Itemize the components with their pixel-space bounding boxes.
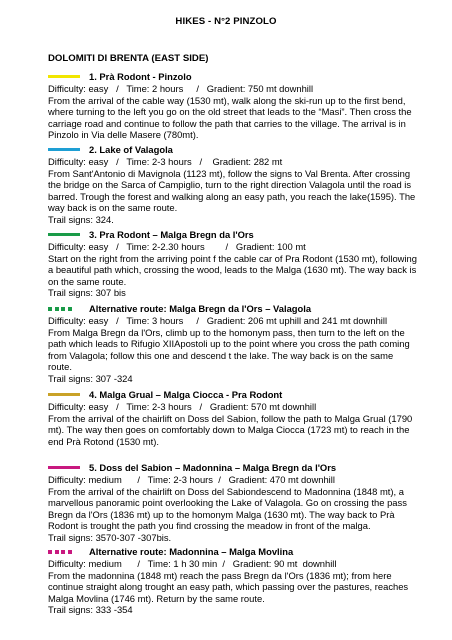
route-meta: Difficulty: easy / Time: 2-3 hours / Gradient: 282 mt	[48, 156, 283, 167]
trail-marker-magenta-dotted-icon	[48, 550, 80, 554]
trail-marker-blue-icon	[48, 148, 80, 151]
route-3	[48, 229, 418, 299]
trail-signs: Trail signs: 3570-307 -307bis.	[48, 531, 172, 543]
trail-signs: Trail signs: 307 -324	[48, 372, 133, 384]
route-title: Alternative route: Malga Bregn da l'Ors – Valagola	[89, 303, 312, 314]
route-title: 3. Pra Rodont – Malga Bregn da l'Ors	[89, 229, 254, 240]
document-title: HIKES - N°2 PINZOLO	[175, 16, 277, 27]
route-1	[48, 71, 418, 141]
route-title: 2. Lake of Valagola	[89, 144, 173, 155]
route-meta: Difficulty: medium / Time: 1 h 30 min / Gradient: 90 mt downhill	[48, 558, 337, 569]
route-description: From the madonnina (1848 mt) reach the pass Bregn da l'Ors (1836 mt); from here continue straight along trought an easy path, which passing over the pastures, reaches Malga Movlina (1746 mt). Return by the same route.	[48, 569, 409, 604]
trail-marker-magenta-icon	[48, 466, 80, 469]
trail-signs: Trail signs: 324.	[48, 213, 114, 225]
route-title: Alternative route: Madonnina – Malga Movlina	[89, 546, 294, 557]
route-description: From Sant'Antonio di Mavignola (1123 mt), follow the signs to Val Brenta. After crossing the bridge on the Sarca of Campiglio, turn to the right direction Valagola until the road is barred. Trough the forest and walking along an easy path, you reach the lake(1595). The way back is on the same route.	[48, 167, 416, 214]
route-description: From the arrival of the cable way (1530 mt), walk along the ski-run up to the first bend, where turning to the left you go on the old street that leads to the “Masi”. Then cross the carriage road and continue to follow the path that carries to the village. The arrival is in Pinzolo in Via delle Masere (780mt).	[48, 94, 412, 141]
trail-marker-gold-icon	[48, 393, 80, 396]
trail-signs: Trail signs: 333 -354	[48, 604, 133, 616]
route-alternative-2	[48, 546, 418, 616]
route-alternative-1	[48, 303, 418, 385]
route-description: From the arrival of the chairlift on Doss del Sabiondescend to Madonnina (1848 mt), a marvellous panoramic point overlooking the Lake of Valagola. Go on crossing the pass Bregn da l'Ors (1836 mt) up to the homonym Malga (1630 mt). The way back to Prà Rodont is trought the path you find crossing the meadow in front of the malga.	[48, 485, 407, 532]
route-meta: Difficulty: easy / Time: 2 hours / Gradient: 750 mt downhill	[48, 83, 314, 94]
route-title: 1. Prà Rodont - Pinzolo	[89, 71, 192, 82]
route-meta: Difficulty: medium / Time: 2-3 hours / Gradient: 470 mt downhill	[48, 474, 335, 485]
route-title: 5. Doss del Sabion – Madonnina – Malga Bregn da l'Ors	[89, 462, 337, 473]
section-title: DOLOMITI DI BRENTA (EAST SIDE)	[48, 53, 209, 64]
route-description: Start on the right from the arriving point f the cable car of Pra Rodont (1530 mt), following a beautiful path which, crossing the wood, leads to the Malga (1630 mt). The way back is on the same route.	[48, 252, 417, 287]
trail-marker-yellow-icon	[48, 75, 80, 78]
route-description: From Malga Bregn da l'Ors, climb up to the homonym pass, then turn to the left on the path which leads to Rifugio XIIApostoli up to the point where you cross the path coming from Valagola; follow this one and descend t the lake. The way back is on the same route.	[48, 326, 410, 373]
route-2	[48, 144, 418, 226]
route-4	[48, 389, 418, 447]
route-description: From the arrival of the chairlift on Doss del Sabion, follow the path to Malga Grual (1790 mt). The way then goes on comfortably down to Malga Ciocca (1723 mt) to reach in the end Prà Rotond (1530 mt).	[48, 412, 413, 447]
route-meta: Difficulty: easy / Time: 2-2.30 hours / Gradient: 100 mt	[48, 241, 306, 252]
route-5	[48, 462, 418, 544]
trail-marker-green-dotted-icon	[48, 307, 80, 311]
trail-marker-green-icon	[48, 233, 80, 236]
route-meta: Difficulty: easy / Time: 2-3 hours / Gradient: 570 mt downhill	[48, 401, 317, 412]
route-meta: Difficulty: easy / Time: 3 hours / Gradient: 206 mt uphill and 241 mt downhill	[48, 315, 388, 326]
trail-signs: Trail signs: 307 bis	[48, 287, 126, 299]
route-title: 4. Malga Grual – Malga Ciocca - Pra Rodont	[89, 389, 283, 400]
